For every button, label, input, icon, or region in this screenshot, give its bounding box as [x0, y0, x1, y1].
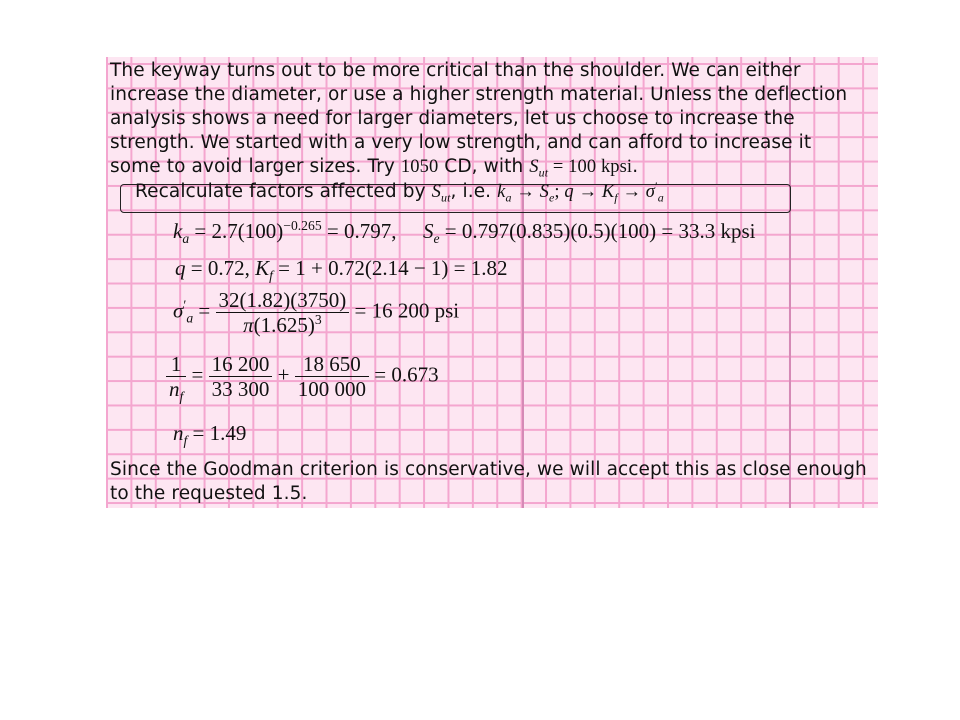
sigma-denominator — [216, 313, 350, 337]
nf-equation — [173, 421, 247, 449]
try-line — [110, 156, 638, 178]
nf-subscript: f — [183, 433, 188, 449]
sut-unit: kpsi — [600, 157, 633, 177]
kf-symbol: K — [601, 182, 615, 202]
nf-subscript: f — [179, 389, 184, 405]
sut-value: = 100 — [548, 157, 601, 177]
sigma-prime: ′ — [655, 178, 658, 193]
sigma-prime: ′ — [183, 297, 187, 313]
pi-symbol: π — [243, 313, 254, 338]
se-subscript: e — [548, 190, 555, 205]
se-unit: kpsi — [720, 219, 756, 243]
inverse-nf-fraction — [166, 352, 186, 405]
q-symbol: q — [564, 182, 574, 202]
diameter-exponent: 3 — [314, 312, 322, 328]
nf-result: = 1.49 — [187, 421, 247, 445]
recalculate-line — [135, 178, 664, 205]
kf-subscript: f — [614, 190, 618, 205]
sigma-unit: psi — [434, 298, 460, 323]
paragraph-line: increase the diameter, or use a higher strength material. Unless the deflection — [110, 84, 848, 105]
paragraph-line: analysis shows a need for larger diameters, let us choose to increase the — [110, 108, 795, 129]
equals-sign: = — [186, 362, 209, 387]
sigma-symbol: σ — [645, 182, 656, 202]
fraction-numerator: 18 650 — [295, 352, 369, 377]
diameter-term: (1.625) — [253, 313, 315, 338]
separator: ; — [554, 182, 565, 202]
plus-sign: + — [272, 362, 295, 387]
se-symbol: S — [539, 182, 549, 202]
arrow: → — [617, 182, 646, 202]
sigma-subscript: a — [186, 310, 194, 326]
ka-rhs: = 2.7(100) — [189, 219, 284, 243]
nf-symbol: n — [173, 421, 184, 445]
alternating-fraction — [209, 352, 273, 401]
q-rhs: = 0.72, — [185, 256, 256, 280]
material-grade: 1050 — [400, 157, 439, 177]
fraction-denominator: 33 300 — [211, 377, 270, 402]
kf-rhs: = 1 + 0.72(2.14 − 1) = 1.82 — [272, 256, 508, 280]
goodman-result: = 0.673 — [368, 362, 439, 387]
kf-symbol: K — [255, 256, 270, 280]
sigma-result: = 16 200 — [349, 298, 435, 323]
ka-subscript: a — [182, 231, 190, 247]
midrange-fraction — [295, 352, 369, 401]
ka-symbol: k — [497, 182, 506, 202]
sut-symbol: S — [431, 182, 441, 202]
ka-symbol: k — [173, 219, 183, 243]
goodman-equation — [166, 352, 439, 405]
note-page — [106, 57, 878, 508]
fraction-denominator: 100 000 — [297, 377, 366, 402]
fraction-denominator — [166, 377, 186, 405]
conclusion-line: Since the Goodman criterion is conservative, we will accept this as close enough — [110, 459, 867, 480]
paragraph-line: strength. We started with a very low strength, and can afford to increase it — [110, 132, 812, 153]
sigma-subscript: a — [657, 190, 664, 205]
conclusion-line: to the requested 1.5. — [110, 483, 308, 504]
q-kf-equation — [175, 256, 508, 284]
ka-se-equation — [173, 218, 756, 247]
se-rhs: = 0.797(0.835)(0.5)(100) = 33.3 — [439, 219, 721, 243]
fraction-numerator: 16 200 — [209, 352, 273, 377]
nf-symbol: n — [169, 377, 180, 402]
recalc-text: Recalculate factors affected by — [135, 181, 432, 202]
q-symbol: q — [175, 256, 186, 280]
sut-subscript: ut — [440, 190, 451, 205]
sigma-fraction — [216, 288, 350, 337]
sigma-numerator: 32(1.82)(3750) — [216, 288, 350, 313]
ka-result: = 0.797, — [321, 219, 397, 243]
fraction-numerator: 1 — [166, 352, 186, 377]
sut-symbol: S — [529, 157, 539, 177]
se-symbol: S — [422, 219, 434, 243]
sigma-symbol: σ — [173, 298, 184, 323]
sut-subscript: ut — [538, 165, 549, 180]
arrow: → — [573, 182, 602, 202]
recalc-text: , i.e. — [450, 181, 498, 202]
try-text: CD, with — [438, 156, 530, 177]
equals-sign: = — [193, 298, 216, 323]
paragraph-line: The keyway turns out to be more critical than the shoulder. We can either — [110, 60, 801, 81]
sigma-equation — [173, 288, 459, 337]
ka-exponent: −0.265 — [283, 218, 322, 233]
se-subscript: e — [433, 231, 440, 247]
ka-subscript: a — [505, 190, 512, 205]
arrow: → — [511, 182, 540, 202]
try-text: . — [632, 156, 639, 177]
kf-subscript: f — [269, 268, 273, 284]
try-text: some to avoid larger sizes. Try — [110, 156, 401, 177]
